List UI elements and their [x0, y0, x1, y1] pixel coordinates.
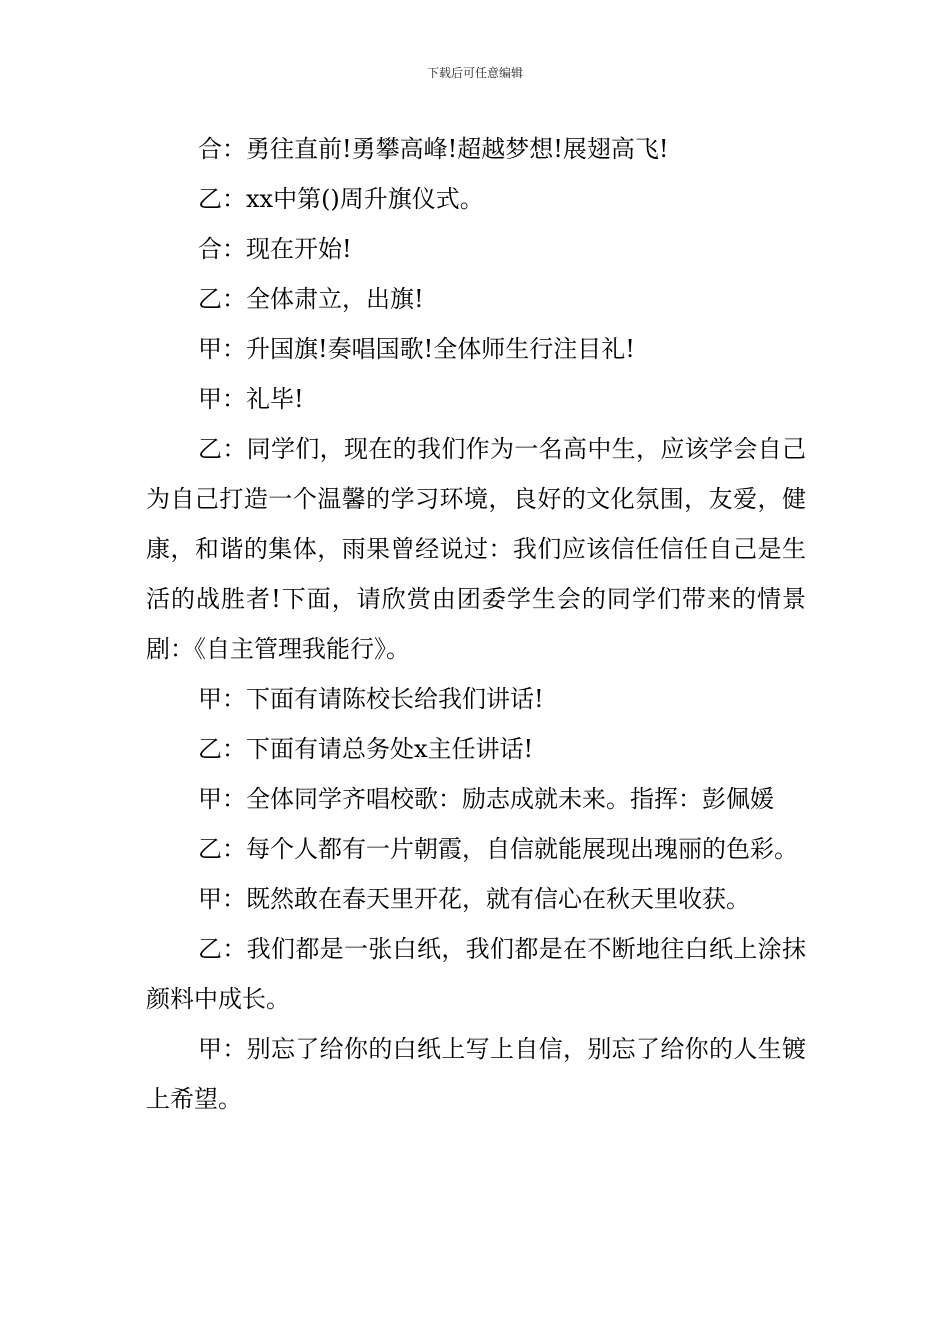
paragraph: 合：现在开始! — [198, 235, 352, 263]
paragraph: 乙：下面有请总务处x主任讲话! — [198, 735, 534, 763]
paragraph: 乙：全体肃立，出旗! — [198, 285, 424, 313]
paragraph: 甲：礼毕! — [198, 385, 304, 413]
paragraph: 甲：下面有请陈校长给我们讲话! — [198, 685, 544, 713]
paragraph: 甲：全体同学齐唱校歌：励志成就未来。指挥：彭佩媛 — [198, 785, 774, 813]
paragraph: 合：勇往直前!勇攀高峰!超越梦想!展翅高飞! — [198, 135, 669, 163]
paragraph: 乙：同学们，现在的我们作为一名高中生，应该学会自己为自己打造一个温馨的学习环境，良好的文化氛围，友爱，健康，和谐的集体，雨果曾经说过：我们应该信任信任自己是生活的战胜者!下面，请欣赏由团委学生会的同学们带来的情景剧：《自主管理我能行》。 — [146, 435, 806, 663]
paragraph: 甲：升国旗!奏唱国歌!全体师生行注目礼! — [198, 335, 635, 363]
paragraph: 乙：每个人都有一片朝霞，自信就能展现出瑰丽的色彩。 — [198, 835, 798, 863]
paragraph: 甲：既然敢在春天里开花，就有信心在秋天里收获。 — [198, 885, 750, 913]
paragraph: 乙：我们都是一张白纸，我们都是在不断地往白纸上涂抹颜料中成长。 — [146, 935, 806, 1013]
document-body — [146, 124, 806, 1124]
paragraph: 甲：别忘了给你的白纸上写上自信，别忘了给你的人生镀上希望。 — [146, 1035, 806, 1113]
page-header: 下载后可任意编辑 — [426, 66, 523, 80]
paragraph: 乙：xx中第()周升旗仪式。 — [198, 185, 484, 213]
